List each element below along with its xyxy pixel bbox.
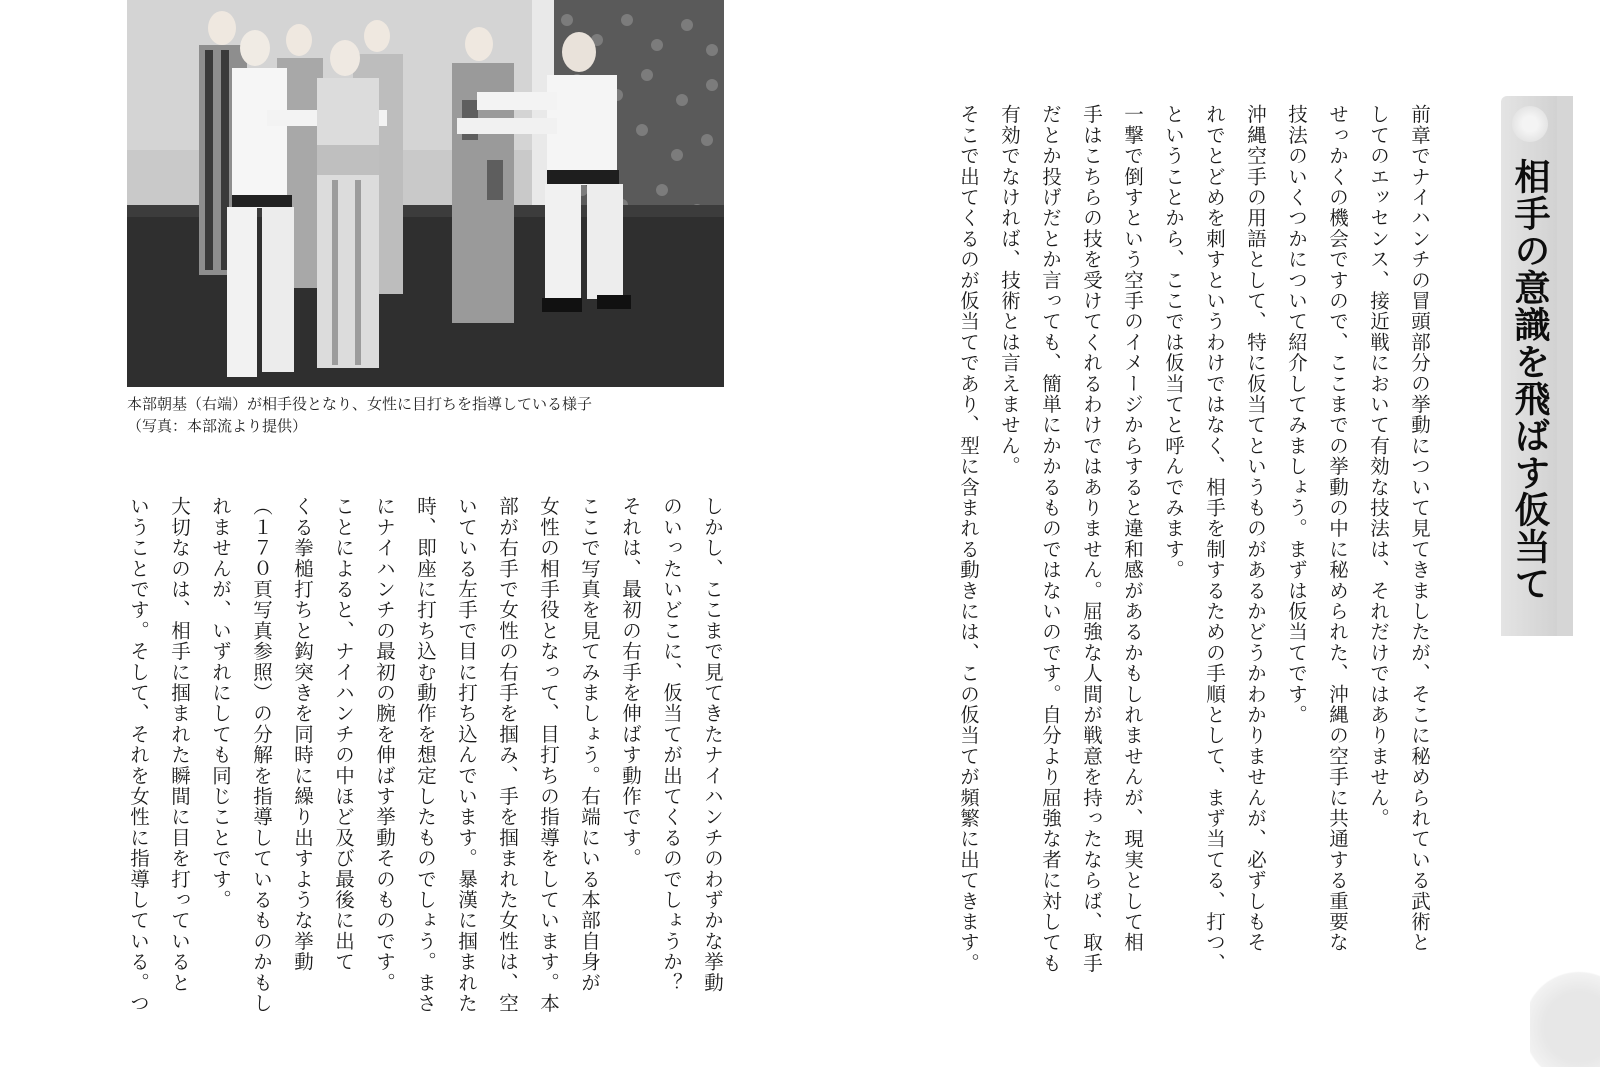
paragraph-line: ここで写真を見てみましょう。右端にいる本部自身が <box>578 496 601 993</box>
paragraph-line: 手はこちらの技を受けてくれるわけではありません。屈強な人間が戦意を持ったならば、取手 <box>1080 104 1103 974</box>
heading-circle-icon <box>1512 106 1548 142</box>
photo-caption <box>127 393 727 437</box>
paragraph-line: しかし、ここまで見てきたナイハンチのわずかな挙動 <box>701 496 724 993</box>
paragraph-line: ことによると、ナイハンチの中ほど及び最後に出て <box>332 496 355 973</box>
paragraph-line: くる拳槌打ちと鈎突きを同時に繰り出すような挙動 <box>291 496 314 973</box>
paragraph-line: 一撃で倒すという空手のイメージからすると違和感があるかもしれませんが、現実として相 <box>1121 104 1144 953</box>
photo-scene <box>127 0 724 387</box>
paragraph-line: れませんが、いずれにしても同じことです。 <box>209 496 232 910</box>
page-corner-decoration <box>1530 967 1600 1067</box>
paragraph-line: いうことです。そして、それを女性に指導している。つ <box>127 496 150 1014</box>
right-page-body <box>957 104 1440 1044</box>
caption-line-1: 本部朝基（右端）が相手役となり、女性に目打ちを指導している様子 <box>127 395 593 413</box>
paragraph-line: （１７０頁写真参照）の分解を指導しているものかもし <box>250 496 273 1014</box>
paragraph-line: 女性の相手役となって、目打ちの指導をしています。本 <box>537 496 560 1014</box>
paragraph-line: 沖縄空手の用語として、特に仮当てというものがあるかどうかわかりませんが、必ずしもそ <box>1244 104 1267 953</box>
historical-photo <box>127 0 724 387</box>
paragraph-line: 前章でナイハンチの冒頭部分の挙動について見てきましたが、そこに秘められている武術と <box>1408 104 1431 953</box>
paragraph-line: そこで出てくるのが仮当てであり、型に含まれる動きには、この仮当てが頻繁に出てきます。 <box>957 104 980 974</box>
paragraph-line: にナイハンチの最初の腕を伸ばす挙動そのものです。 <box>373 496 396 993</box>
paragraph-line: 技法のいくつかについて紹介してみましょう。まずは仮当てです。 <box>1285 104 1308 725</box>
chapter-title: 相手の意識を飛ばす仮当て <box>1509 158 1550 602</box>
paragraph-line: いている左手で目に打ち込んでいます。暴漢に掴まれた <box>455 496 478 1014</box>
left-page-body <box>113 496 733 1056</box>
paragraph-line: れでとどめを刺すというわけではなく、相手を制するための手順として、まず当てる、打つ、 <box>1203 104 1226 974</box>
paragraph-line: 大切なのは、相手に掴まれた瞬間に目を打っていると <box>168 496 191 993</box>
paragraph-line: せっかくの機会ですので、ここまでの挙動の中に秘められた、沖縄の空手に共通する重要な <box>1326 104 1349 953</box>
paragraph-line: 部が右手で女性の右手を掴み、手を掴まれた女性は、空 <box>496 496 519 1014</box>
paragraph-line: 有効でなければ、技術とは言えません。 <box>998 104 1021 477</box>
caption-line-2: （写真：本部流より提供） <box>127 417 308 435</box>
paragraph-line: してのエッセンス、接近戦において有効な技法は、それだけではありません。 <box>1367 104 1390 829</box>
paragraph-line: ということから、ここでは仮当てと呼んでみます。 <box>1162 104 1185 581</box>
paragraph-line: だとか投げだとか言っても、簡単にかかるものではないのです。自分より屈強な者に対しても <box>1039 104 1062 974</box>
paragraph-line: それは、最初の右手を伸ばす動作です。 <box>619 496 642 869</box>
paragraph-line: 時、即座に打ち込む動作を想定したものでしょう。まさ <box>414 496 437 1014</box>
paragraph-line: のいったいどこに、仮当てが出てくるのでしょうか？ <box>660 496 683 993</box>
